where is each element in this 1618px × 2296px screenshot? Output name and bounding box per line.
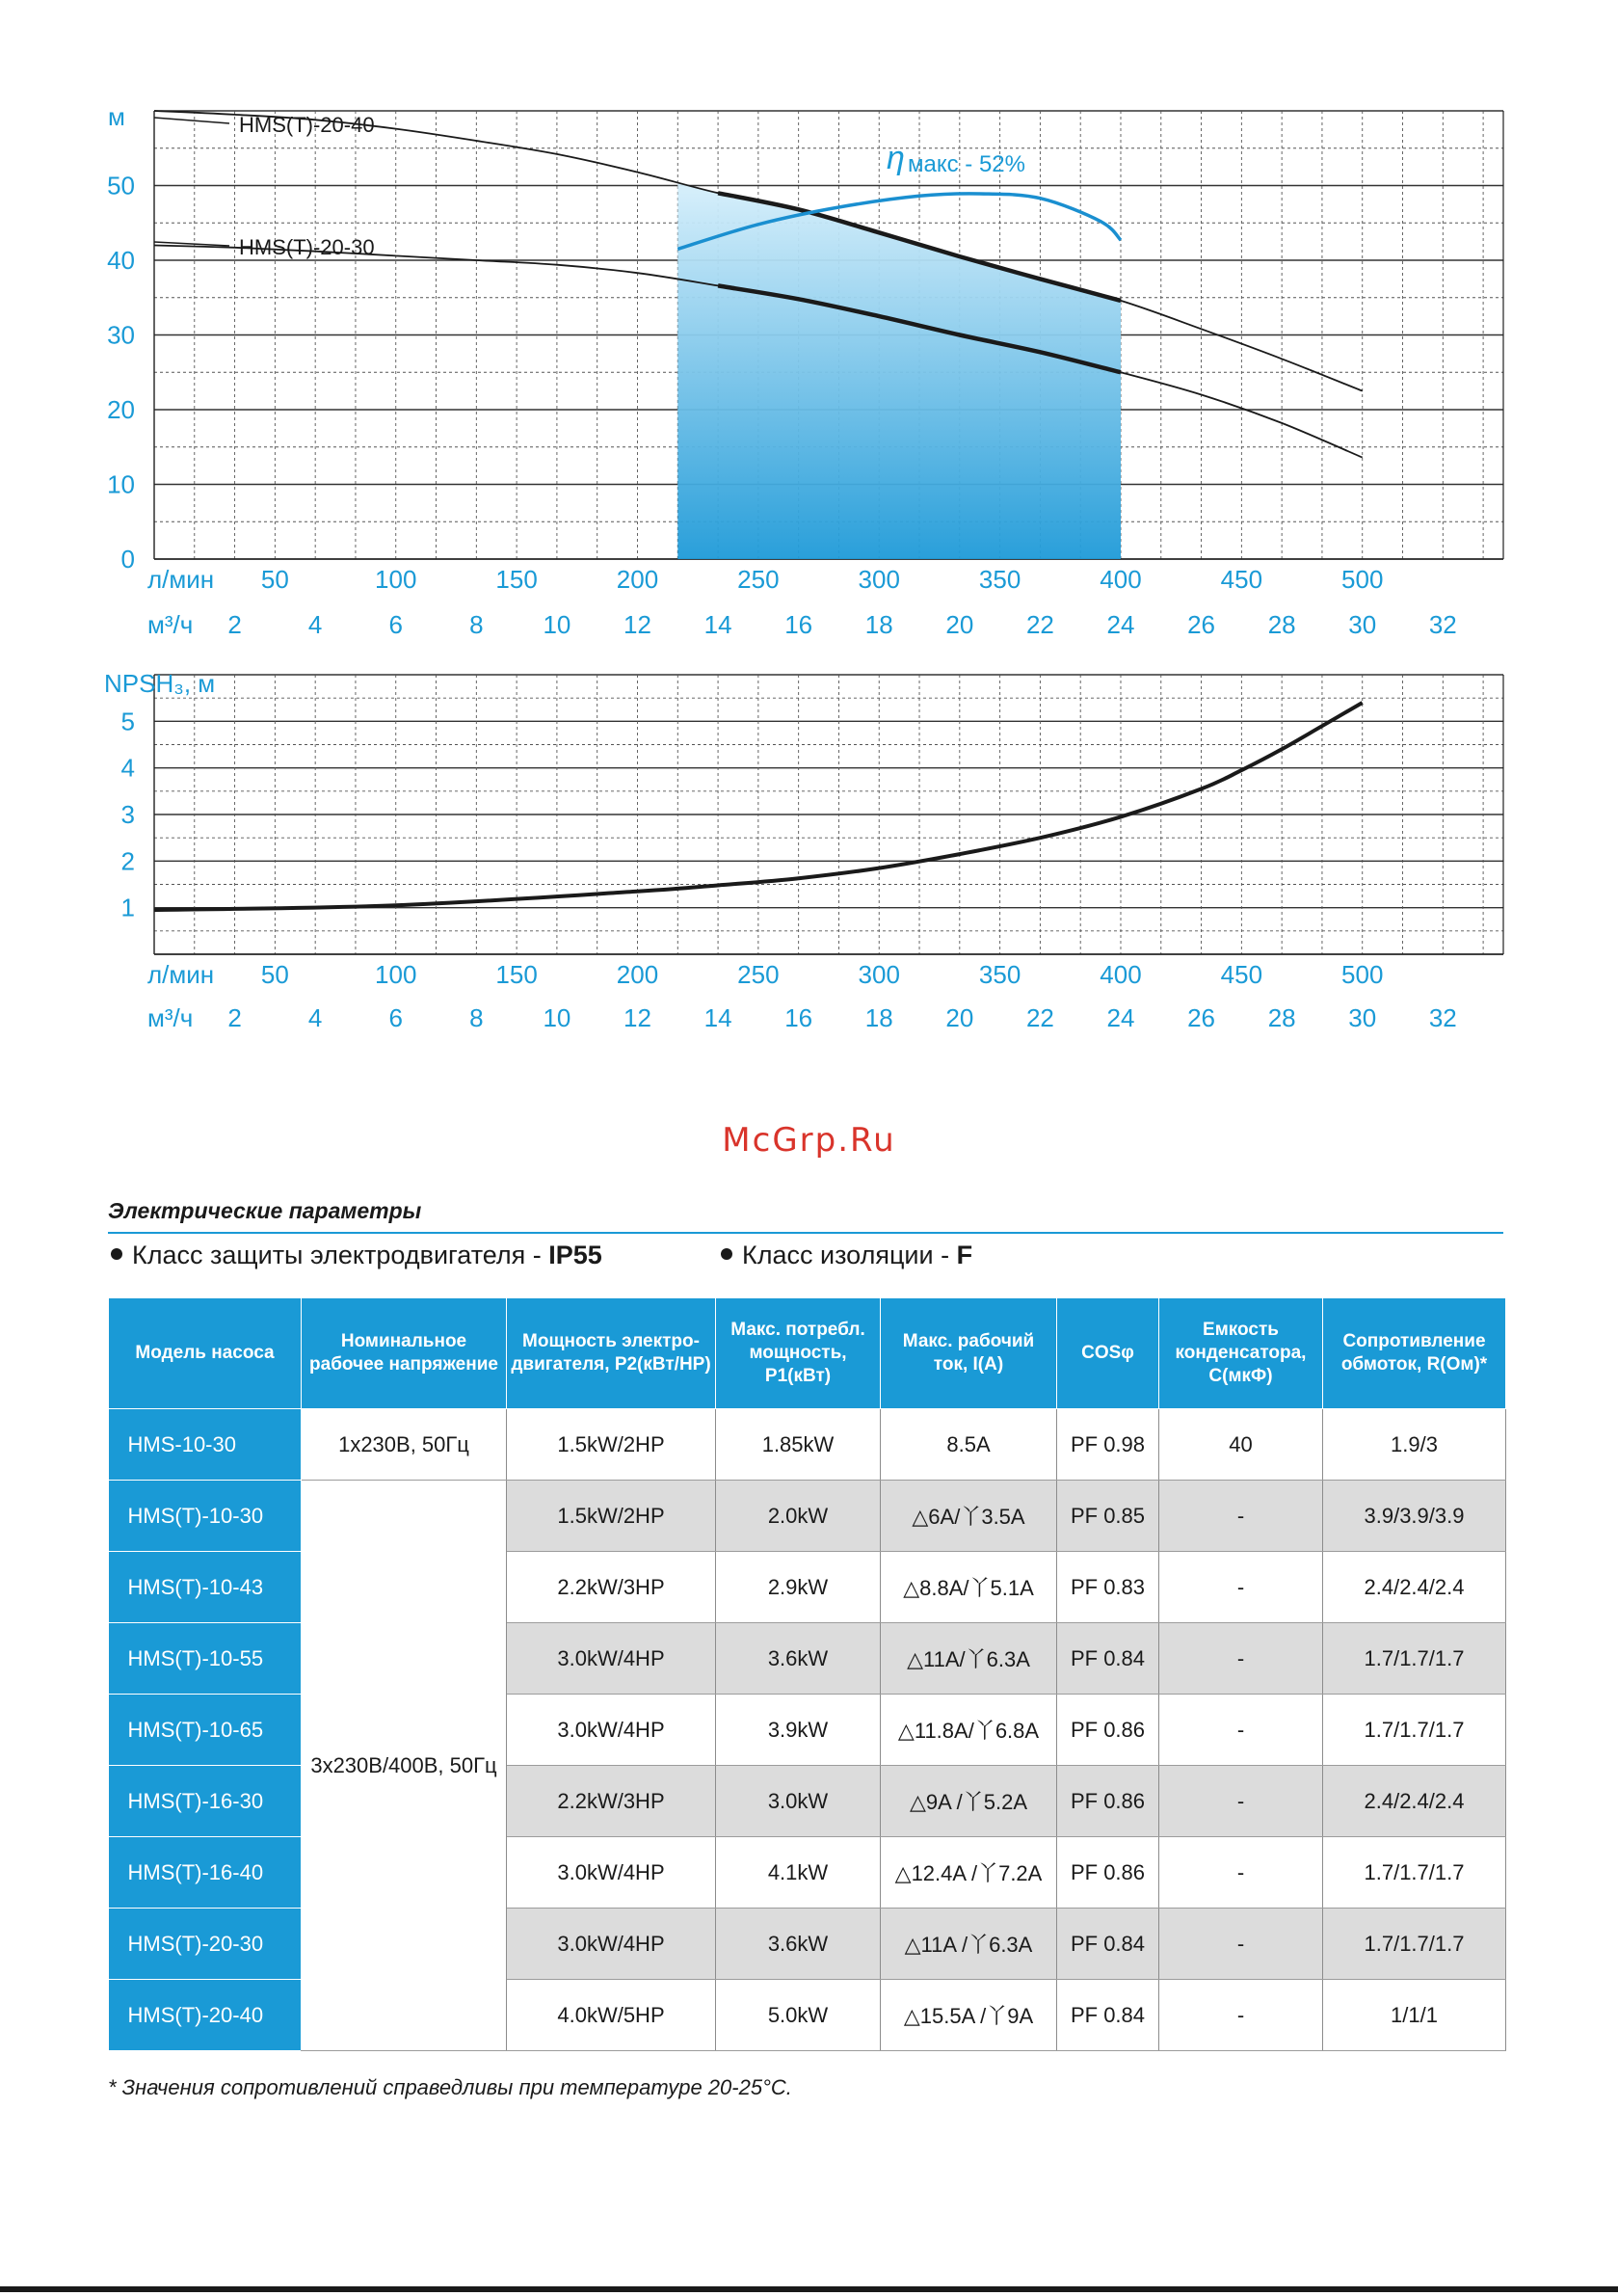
head-axis-label: м (108, 102, 125, 131)
x-tick-m3h-label: 20 (945, 610, 974, 639)
x-tick-lmin-label: 500 (1341, 565, 1384, 594)
series-label-20-40 (154, 113, 375, 137)
x-tick-m3h-label: 30 (1348, 1003, 1377, 1032)
cell-model: HMS-10-30 (109, 1409, 302, 1481)
series-label-20-30-text: HMS(T)-20-30 (239, 235, 375, 259)
x-tick-lmin-label: 350 (978, 960, 1021, 989)
col-header-model: Модель насоса (109, 1298, 302, 1409)
x-tick-m3h-label: 18 (864, 1003, 893, 1032)
cell-model: HMS(T)-16-30 (109, 1766, 302, 1837)
series-label-20-30 (154, 235, 375, 259)
cell-model: HMS(T)-16-40 (109, 1837, 302, 1909)
cell-capacitor: - (1159, 1481, 1323, 1552)
cell-model: HMS(T)-10-55 (109, 1623, 302, 1695)
y-tick-label: 30 (107, 320, 135, 350)
cell-resistance: 1.7/1.7/1.7 (1323, 1695, 1506, 1766)
cell-model: HMS(T)-10-30 (109, 1481, 302, 1552)
x-tick-lmin-label: 300 (858, 960, 900, 989)
cell-current: △11A /丫6.3A (881, 1909, 1057, 1980)
x-tick-m3h-label: 26 (1187, 1003, 1216, 1032)
eta-symbol: η (887, 140, 905, 176)
x-tick-m3h-label: 26 (1187, 610, 1216, 639)
x-tick-lmin-label: 150 (495, 960, 538, 989)
x-tick-m3h-label: 16 (784, 1003, 813, 1032)
y-tick-label: 1 (120, 893, 135, 922)
y-tick-label: 0 (120, 545, 135, 574)
bullet-icon (111, 1248, 122, 1260)
section-title: Электрические параметры (108, 1198, 422, 1223)
cell-model: HMS(T)-20-40 (109, 1980, 302, 2051)
cell-resistance: 1.7/1.7/1.7 (1323, 1623, 1506, 1695)
cell-current: 8.5A (881, 1409, 1057, 1481)
cell-capacitor: - (1159, 1623, 1323, 1695)
cell-cos: PF 0.98 (1057, 1409, 1159, 1481)
x-tick-lmin-label: 50 (260, 960, 289, 989)
col-header-capacitor: Емкость конденсатора, С(мкФ) (1159, 1298, 1323, 1409)
x-tick-lmin-label: 250 (737, 960, 780, 989)
cell-capacitor: - (1159, 1695, 1323, 1766)
cell-resistance: 1.9/3 (1323, 1409, 1506, 1481)
npsh-axis-label: NPSH₃, м (104, 669, 216, 698)
col-header-cos: COSφ (1057, 1298, 1159, 1409)
cell-p2: 1.5kW/2HP (507, 1481, 716, 1552)
y-tick-label: 2 (120, 846, 135, 876)
cell-resistance: 3.9/3.9/3.9 (1323, 1481, 1506, 1552)
cell-resistance: 1.7/1.7/1.7 (1323, 1837, 1506, 1909)
m3h-axis-label: м³/ч (147, 610, 194, 639)
cell-p1: 3.0kW (716, 1766, 881, 1837)
x-tick-m3h-label: 24 (1106, 610, 1135, 639)
cell-p2: 1.5kW/2HP (507, 1409, 716, 1481)
x-tick-m3h-label: 8 (469, 1003, 484, 1032)
efficiency-text: макс - 52% (908, 151, 1025, 177)
bullet-icon (721, 1248, 732, 1260)
cell-model: HMS(T)-10-43 (109, 1552, 302, 1623)
cell-p1: 3.6kW (716, 1623, 881, 1695)
section-divider (108, 1232, 1503, 1234)
x-tick-m3h-label: 16 (784, 610, 813, 639)
series-label-20-40-text: HMS(T)-20-40 (239, 113, 375, 137)
y-tick-label: 4 (120, 753, 135, 783)
x-tick-m3h-label: 8 (469, 610, 484, 639)
cell-voltage-merged: 3x230В/400В, 50Гц (302, 1481, 507, 2051)
cell-capacitor: - (1159, 1909, 1323, 1980)
cell-p1: 2.0kW (716, 1481, 881, 1552)
col-header-voltage: Номинальное рабочее напряжение (302, 1298, 507, 1409)
cell-current: △6A/丫3.5A (881, 1481, 1057, 1552)
x-tick-lmin-label: 300 (858, 565, 900, 594)
cell-cos: PF 0.86 (1057, 1766, 1159, 1837)
cell-p2: 3.0kW/4HP (507, 1623, 716, 1695)
npsh-lmin-axis-label: л/мин (147, 960, 215, 989)
footnote: * Значения сопротивлений справедливы при температуре 20-25°С. (108, 2075, 792, 2099)
x-tick-m3h-label: 22 (1025, 1003, 1054, 1032)
x-tick-m3h-label: 24 (1106, 1003, 1135, 1032)
cell-model: HMS(T)-10-65 (109, 1695, 302, 1766)
watermark: McGrp.Ru (722, 1121, 896, 1160)
cell-capacitor: - (1159, 1552, 1323, 1623)
x-tick-m3h-label: 32 (1428, 1003, 1457, 1032)
insulation-class-value: F (956, 1241, 973, 1269)
x-tick-m3h-label: 14 (703, 610, 732, 639)
cell-resistance: 2.4/2.4/2.4 (1323, 1552, 1506, 1623)
cell-cos: PF 0.84 (1057, 1623, 1159, 1695)
cell-current: △12.4A /丫7.2A (881, 1837, 1057, 1909)
x-tick-lmin-label: 200 (616, 565, 659, 594)
cell-p2: 2.2kW/3HP (507, 1552, 716, 1623)
table-row (109, 1409, 1506, 1481)
cell-p2: 3.0kW/4HP (507, 1695, 716, 1766)
protection-class (111, 1241, 602, 1270)
x-tick-lmin-label: 500 (1341, 960, 1384, 989)
cell-cos: PF 0.86 (1057, 1837, 1159, 1909)
insulation-class (721, 1241, 972, 1270)
x-tick-m3h-label: 4 (307, 610, 323, 639)
cell-p1: 5.0kW (716, 1980, 881, 2051)
y-tick-label: 10 (107, 469, 135, 499)
x-tick-lmin-label: 150 (495, 565, 538, 594)
cell-current: △9A /丫5.2A (881, 1766, 1057, 1837)
y-tick-label: 40 (107, 246, 135, 275)
head-chart (0, 77, 1618, 736)
x-tick-m3h-label: 6 (388, 610, 403, 639)
y-tick-label: 50 (107, 171, 135, 200)
cell-p1: 3.9kW (716, 1695, 881, 1766)
cell-cos: PF 0.85 (1057, 1481, 1159, 1552)
x-tick-lmin-label: 350 (978, 565, 1021, 594)
cell-p2: 3.0kW/4HP (507, 1909, 716, 1980)
x-tick-m3h-label: 28 (1267, 1003, 1296, 1032)
x-tick-lmin-label: 200 (616, 960, 659, 989)
cell-p2: 2.2kW/3HP (507, 1766, 716, 1837)
col-header-current: Макс. рабочий ток, I(A) (881, 1298, 1057, 1409)
protection-class-value: IP55 (548, 1241, 602, 1269)
cell-capacitor: - (1159, 1766, 1323, 1837)
page-bottom-rule (0, 2286, 1618, 2292)
cell-voltage: 1x230В, 50Гц (302, 1409, 507, 1481)
x-tick-m3h-label: 30 (1348, 610, 1377, 639)
cell-p1: 2.9kW (716, 1552, 881, 1623)
protection-class-label: Класс защиты электродвигателя - (132, 1241, 549, 1269)
cell-resistance: 1.7/1.7/1.7 (1323, 1909, 1506, 1980)
table-header-row (109, 1298, 1506, 1409)
x-tick-lmin-label: 400 (1100, 565, 1142, 594)
x-tick-m3h-label: 28 (1267, 610, 1296, 639)
cell-model: HMS(T)-20-30 (109, 1909, 302, 1980)
x-tick-lmin-label: 250 (737, 565, 780, 594)
cell-p2: 3.0kW/4HP (507, 1837, 716, 1909)
cell-cos: PF 0.86 (1057, 1695, 1159, 1766)
x-tick-m3h-label: 32 (1428, 610, 1457, 639)
y-tick-label: 20 (107, 395, 135, 424)
x-tick-m3h-label: 10 (543, 1003, 571, 1032)
table-row (109, 1481, 1506, 1552)
cell-p1: 4.1kW (716, 1837, 881, 1909)
x-tick-m3h-label: 18 (864, 610, 893, 639)
x-tick-lmin-label: 100 (375, 960, 417, 989)
cell-p1: 3.6kW (716, 1909, 881, 1980)
col-header-p1: Макс. потребл. мощность, P1(кВт) (716, 1298, 881, 1409)
x-tick-lmin-label: 450 (1220, 565, 1263, 594)
cell-cos: PF 0.83 (1057, 1552, 1159, 1623)
x-tick-lmin-label: 100 (375, 565, 417, 594)
npsh-m3h-axis-label: м³/ч (147, 1003, 194, 1032)
cell-p1: 1.85kW (716, 1409, 881, 1481)
x-tick-m3h-label: 2 (227, 1003, 242, 1032)
cell-resistance: 2.4/2.4/2.4 (1323, 1766, 1506, 1837)
y-tick-label: 5 (120, 707, 135, 736)
x-tick-m3h-label: 2 (227, 610, 242, 639)
col-header-resistance: Сопротивление обмоток, R(Ом)* (1323, 1298, 1506, 1409)
cell-cos: PF 0.84 (1057, 1909, 1159, 1980)
x-tick-lmin-label: 50 (260, 565, 289, 594)
x-tick-m3h-label: 4 (307, 1003, 323, 1032)
x-tick-m3h-label: 10 (543, 610, 571, 639)
lmin-axis-label: л/мин (147, 565, 215, 594)
cell-p2: 4.0kW/5HP (507, 1980, 716, 2051)
x-tick-lmin-label: 400 (1100, 960, 1142, 989)
cell-cos: PF 0.84 (1057, 1980, 1159, 2051)
x-tick-lmin-label: 450 (1220, 960, 1263, 989)
x-tick-m3h-label: 12 (623, 1003, 651, 1032)
y-tick-label: 3 (120, 800, 135, 829)
cell-current: △11A/丫6.3A (881, 1623, 1057, 1695)
cell-current: △8.8A/丫5.1A (881, 1552, 1057, 1623)
col-header-p2: Мощность электро-двигателя, P2(кВт/HP) (507, 1298, 716, 1409)
cell-resistance: 1/1/1 (1323, 1980, 1506, 2051)
npsh-chart (0, 665, 1618, 1051)
x-tick-m3h-label: 6 (388, 1003, 403, 1032)
cell-capacitor: - (1159, 1837, 1323, 1909)
cell-capacitor: - (1159, 1980, 1323, 2051)
electrical-params-table (108, 1297, 1506, 2051)
cell-current: △15.5A /丫9A (881, 1980, 1057, 2051)
x-tick-m3h-label: 22 (1025, 610, 1054, 639)
x-tick-m3h-label: 12 (623, 610, 651, 639)
x-tick-m3h-label: 14 (703, 1003, 732, 1032)
efficiency-label (887, 140, 1025, 177)
insulation-class-label: Класс изоляции - (742, 1241, 957, 1269)
cell-capacitor: 40 (1159, 1409, 1323, 1481)
cell-current: △11.8A/丫6.8A (881, 1695, 1057, 1766)
x-tick-m3h-label: 20 (945, 1003, 974, 1032)
